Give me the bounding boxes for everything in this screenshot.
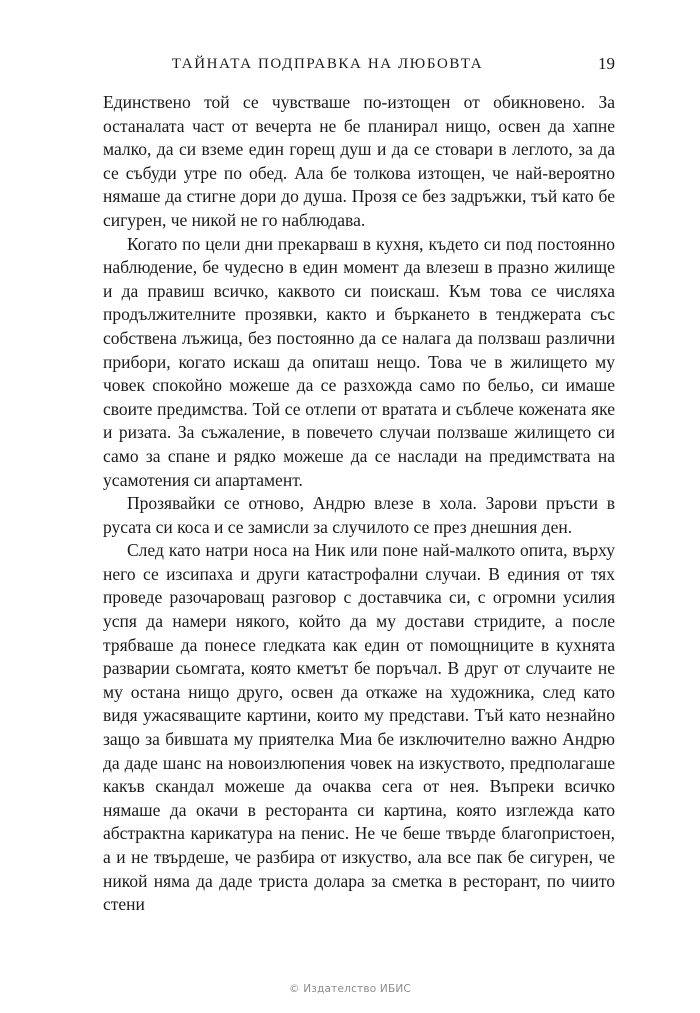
text-body xyxy=(103,91,615,917)
paragraph-2: Когато по цели дни прекарваш в кухня, където си под постоянно наблюдение, бе чудесно в един момент да влезеш в празно жилище и да правиш всичко, каквото си поискаш. Към това се числяха продължителните прозявки, както и бъркането в тенджерата със собствена лъжица, без постоянно да се налага да ползваш различни прибори, когато искаш да опиташ нещо. Това че в жилището му човек спокойно можеше да се разхожда само по бельо, си имаше своите предимства. Той се отлепи от вратата и съблече кожената яке и ризата. За съжаление, в повечето случаи ползваше жилището си само за спане и рядко можеше да се наслади на предимствата на усамотения си апартамент. xyxy=(103,233,615,490)
paragraph-4: След като натри носа на Ник или поне най-малкото опита, върху него се изсипаха и други катастрофални случаи. В единия от тях проведе разочароващ разговор с доставчика си, с огромни усилия успя да намери някого, който да му достави стридите, а после трябваше да понесе гледката как един от помощниците в кухнята разварии сьомгата, която кметът бе поръчал. В друг от случаите не му остана нищо друго, освен да откаже на художника, след като видя ужасяващите картини, които му представи. Тъй като незнайно защо за бившата му приятелка Миа бе изключително важно Андрю да даде шанс на новоизлюпения човек на изкуството, предполагаше какъв скандал можеше да очаква сега от нея. Въпреки всичко нямаше да окачи в ресторанта си картина, която изглежда като абстрактна карикатура на пенис. Не че беше твърде благопристоен, а и не твърдеше, че разбира от изкуство, ала все пак бе сигурен, че никой няма да даде триста долара за сметка в ресторант, по чиито стени xyxy=(103,540,615,915)
footer-copyright: © Издателство ИБИС xyxy=(289,983,411,995)
running-title: ТАЙНАТА ПОДПРАВКА НА ЛЮБОВТА xyxy=(171,56,484,72)
paragraph-1: Единствено той се чувстваше по-изтощен от обикновено. За останалата част от вечерта не бе планирал нищо, освен да хапне малко, да си вземе един горещ душ и да се стовари в леглото, за да се събуди утре по обед. Ала бе толкова изтощен, че най-вероятно нямаше да стигне дори до душа. Прозя се без задръжки, тъй като бе сигурен, че никой не го наблюдава. xyxy=(103,92,615,230)
paragraph-3: Прозявайки се отново, Андрю влезе в хола. Зарови пръсти в русата си коса и се замисли за случилото се през днешния ден. xyxy=(103,493,615,537)
page-number: 19 xyxy=(598,54,615,73)
running-header xyxy=(110,50,615,78)
